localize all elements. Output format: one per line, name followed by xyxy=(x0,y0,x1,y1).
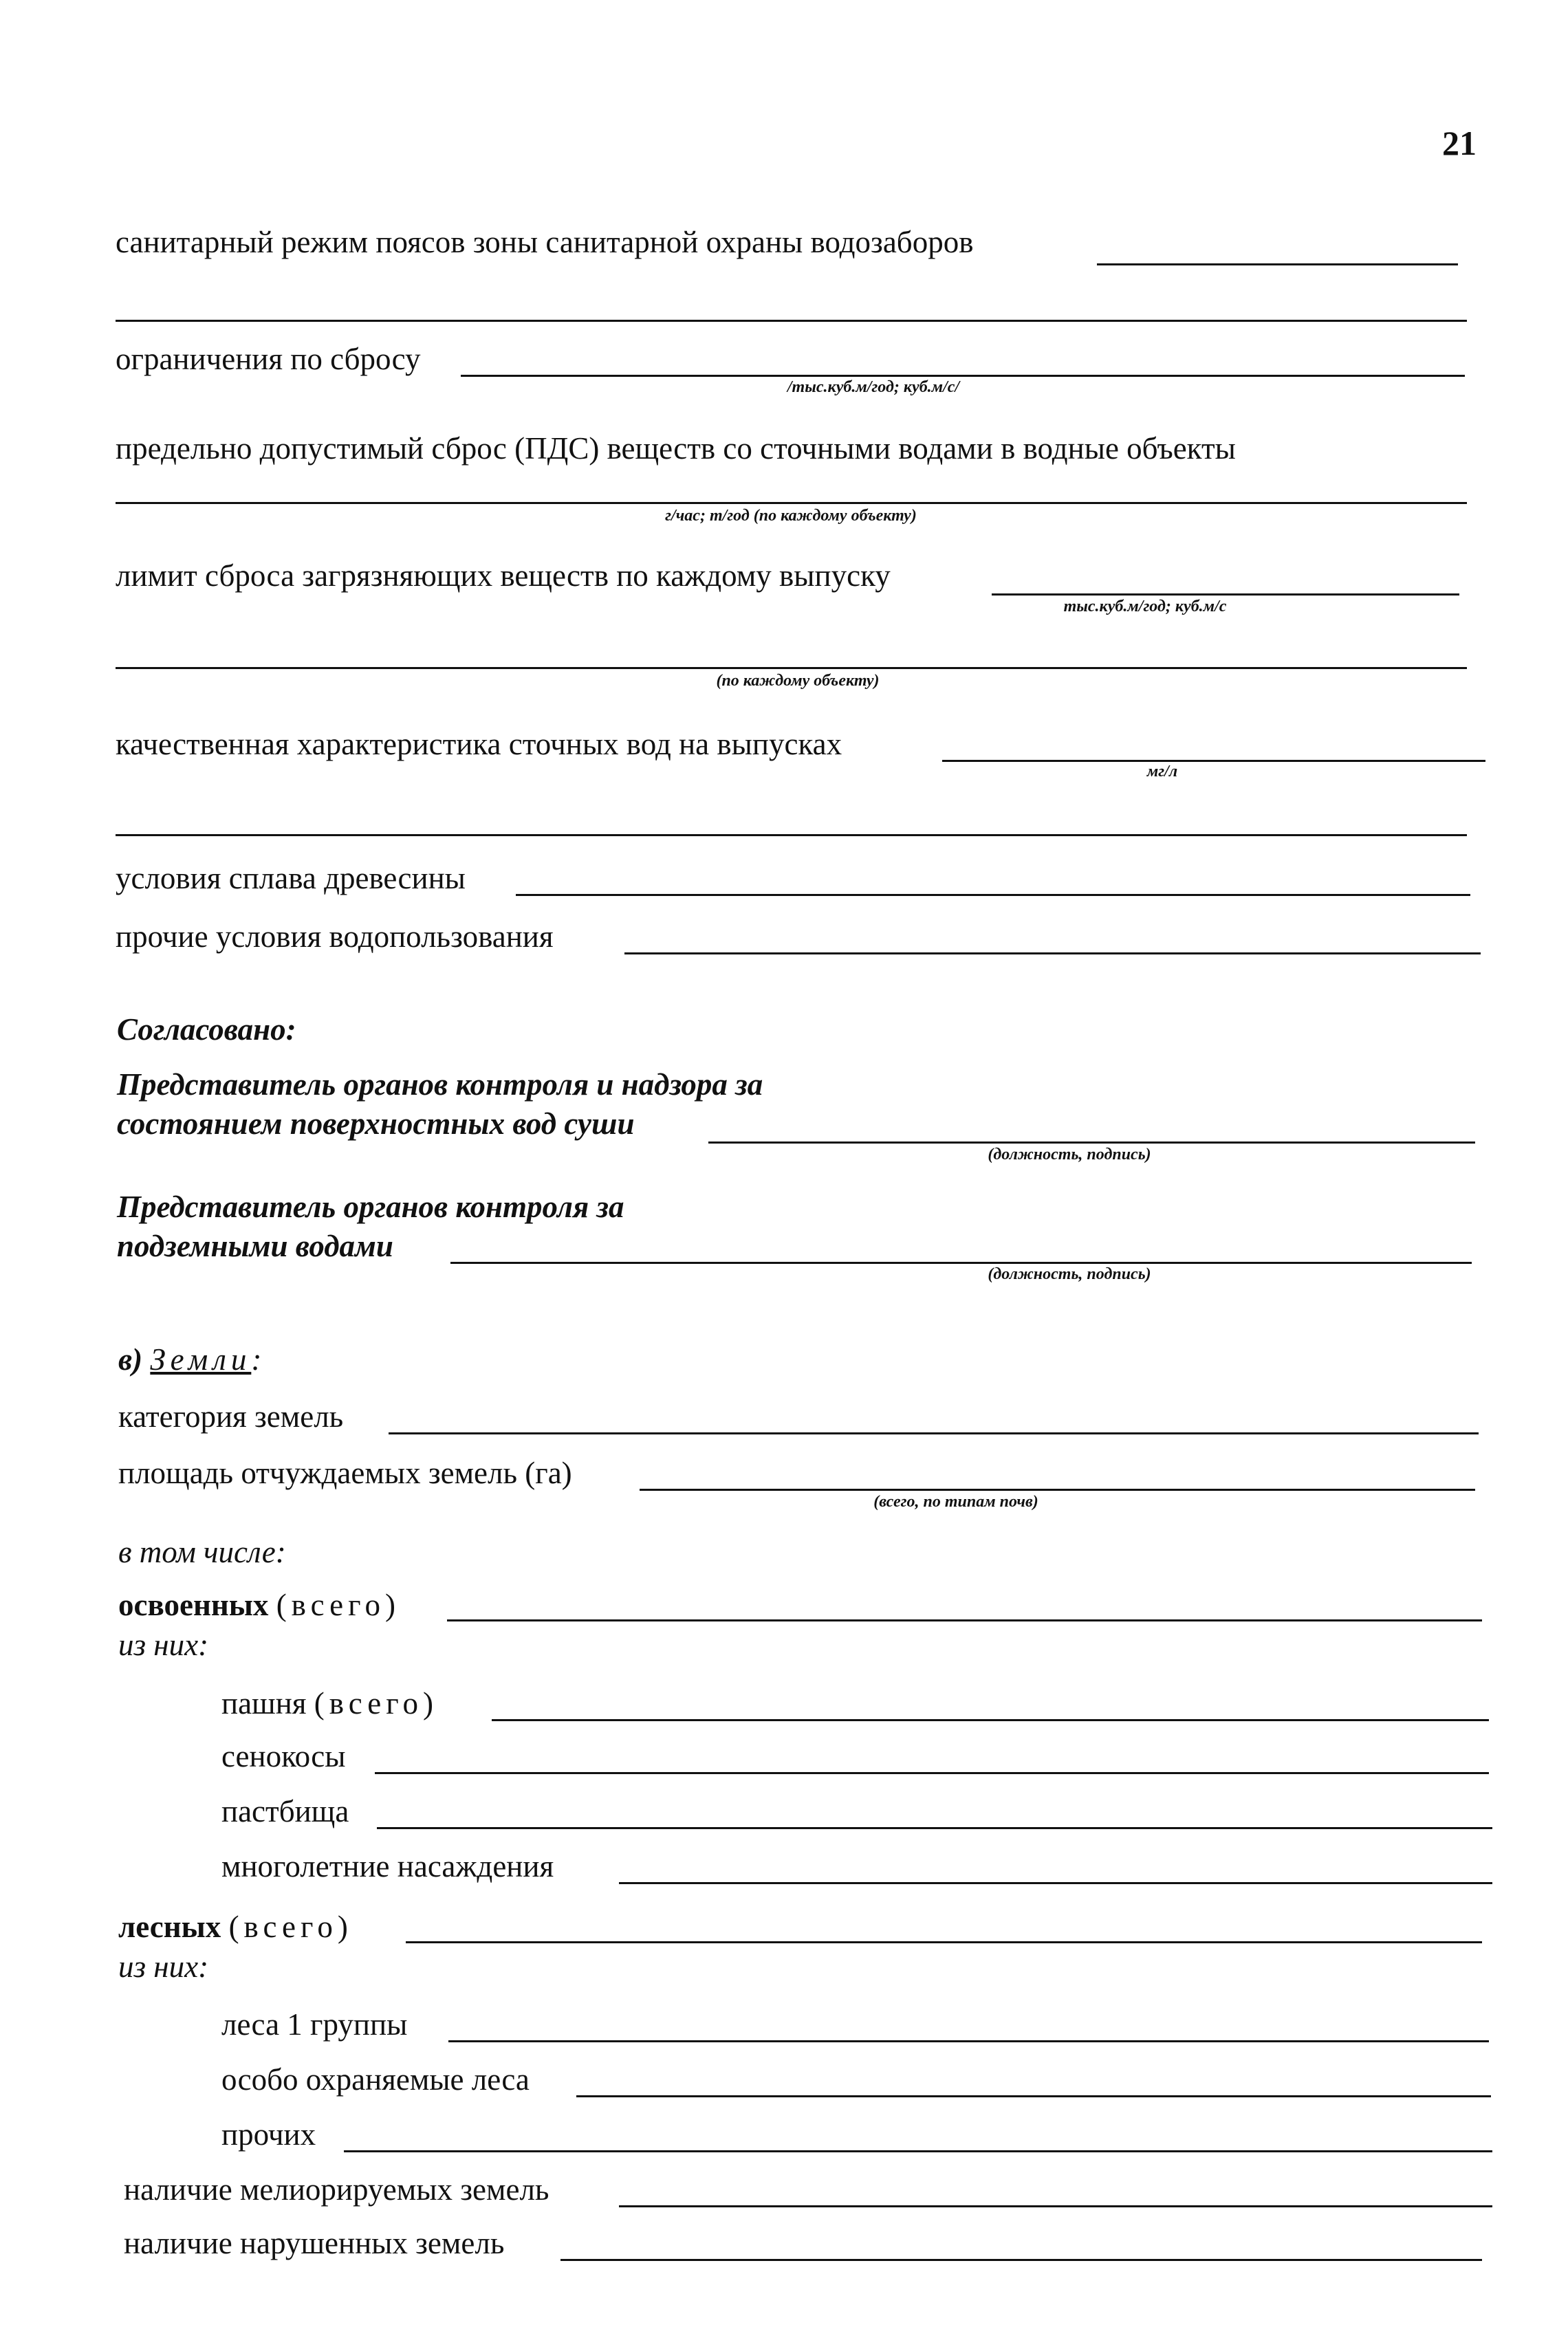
timber-rafting-field[interactable] xyxy=(516,894,1470,896)
sanitary-zone-field[interactable] xyxy=(1097,263,1458,265)
pds-label: предельно допустимый сброс (ПДС) веществ со сточными водами в водные объекты xyxy=(116,431,1236,466)
developed-land-field[interactable] xyxy=(447,1619,1482,1621)
arable-land-label: пашня (всего) xyxy=(221,1686,439,1720)
alienated-area-label: площадь отчуждаемых земель (га) xyxy=(118,1456,572,1490)
forest-land-field[interactable] xyxy=(406,1941,1482,1943)
protected-forest-field[interactable] xyxy=(576,2095,1491,2097)
sanitary-zone-label: санитарный режим поясов зоны санитарной охраны водозаборов xyxy=(116,225,974,259)
reclaimed-land-label: наличие мелиорируемых земель xyxy=(124,2172,549,2207)
other-forest-field[interactable] xyxy=(344,2150,1492,2152)
surface-water-rep-line1: Представитель органов контроля и надзора за xyxy=(117,1067,763,1102)
pds-units: г/час; т/год (по каждому объекту) xyxy=(665,507,917,525)
sanitary-zone-field-continued[interactable] xyxy=(116,320,1467,322)
including-label: в том числе: xyxy=(118,1535,286,1569)
pollutant-limit-units-2: (по каждому объекту) xyxy=(716,672,880,690)
land-section-heading xyxy=(118,1344,261,1375)
discharge-limits-field[interactable] xyxy=(461,375,1465,377)
disturbed-land-label: наличие нарушенных земель xyxy=(124,2226,505,2260)
other-water-use-field[interactable] xyxy=(624,952,1481,954)
groundwater-rep-line2: подземными водами xyxy=(117,1229,393,1263)
pollutant-limit-field[interactable] xyxy=(992,593,1459,596)
land-section-letter: в) xyxy=(118,1342,143,1377)
hayfields-label: сенокосы xyxy=(221,1739,346,1773)
forest-group1-label: леса 1 группы xyxy=(221,2007,408,2042)
surface-water-rep-line2: состоянием поверхностных вод суши xyxy=(117,1106,635,1141)
protected-forest-label: особо охраняемые леса xyxy=(221,2062,530,2097)
pds-field[interactable] xyxy=(116,502,1467,504)
pollutant-limit-units: тыс.куб.м/год; куб.м/с xyxy=(1063,598,1227,615)
disturbed-land-field[interactable] xyxy=(560,2259,1482,2261)
perennial-plantings-field[interactable] xyxy=(619,1882,1492,1884)
perennial-plantings-label: многолетние насаждения xyxy=(221,1849,554,1883)
land-section-colon: : xyxy=(251,1342,262,1377)
pastures-field[interactable] xyxy=(377,1827,1492,1829)
reclaimed-land-field[interactable] xyxy=(619,2205,1492,2207)
other-forest-label: прочих xyxy=(221,2117,316,2152)
wastewater-quality-field-continued[interactable] xyxy=(116,834,1467,836)
surface-water-rep-signature-field[interactable] xyxy=(708,1141,1475,1144)
discharge-limits-label: ограничения по сбросу xyxy=(116,342,421,376)
forest-land-label: лесных (всего) xyxy=(118,1910,353,1944)
wastewater-quality-field[interactable] xyxy=(942,760,1485,762)
groundwater-rep-caption: (должность, подпись) xyxy=(988,1265,1151,1283)
wastewater-quality-label: качественная характеристика сточных вод на выпусках xyxy=(116,727,842,761)
groundwater-rep-line1: Представитель органов контроля за xyxy=(117,1190,624,1224)
hayfields-field[interactable] xyxy=(375,1772,1489,1774)
timber-rafting-label: условия сплава древесины xyxy=(116,861,466,895)
pollutant-limit-field-continued[interactable] xyxy=(116,667,1467,669)
pollutant-limit-label: лимит сброса загрязняющих веществ по каждому выпуску xyxy=(116,558,891,593)
forest-group1-field[interactable] xyxy=(448,2040,1489,2042)
page-number: 21 xyxy=(1442,124,1477,162)
land-category-label: категория земель xyxy=(118,1399,344,1434)
alienated-area-caption: (всего, по типам почв) xyxy=(873,1493,1038,1511)
forest-of-them-label: из них: xyxy=(118,1949,209,1984)
agreed-heading: Согласовано: xyxy=(117,1012,296,1047)
pastures-label: пастбища xyxy=(221,1794,349,1828)
land-section-title: Земли xyxy=(150,1342,252,1377)
land-category-field[interactable] xyxy=(389,1432,1479,1434)
arable-land-field[interactable] xyxy=(492,1719,1489,1721)
surface-water-rep-caption: (должность, подпись) xyxy=(988,1146,1151,1164)
discharge-limits-units: /тыс.куб.м/год; куб.м/с/ xyxy=(787,378,960,396)
developed-of-them-label: из них: xyxy=(118,1628,209,1662)
alienated-area-field[interactable] xyxy=(640,1489,1475,1491)
wastewater-quality-units: мг/л xyxy=(1146,763,1178,780)
other-water-use-label: прочие условия водопользования xyxy=(116,919,554,954)
developed-land-label: освоенных (всего) xyxy=(118,1588,400,1622)
groundwater-rep-signature-field[interactable] xyxy=(450,1262,1472,1264)
